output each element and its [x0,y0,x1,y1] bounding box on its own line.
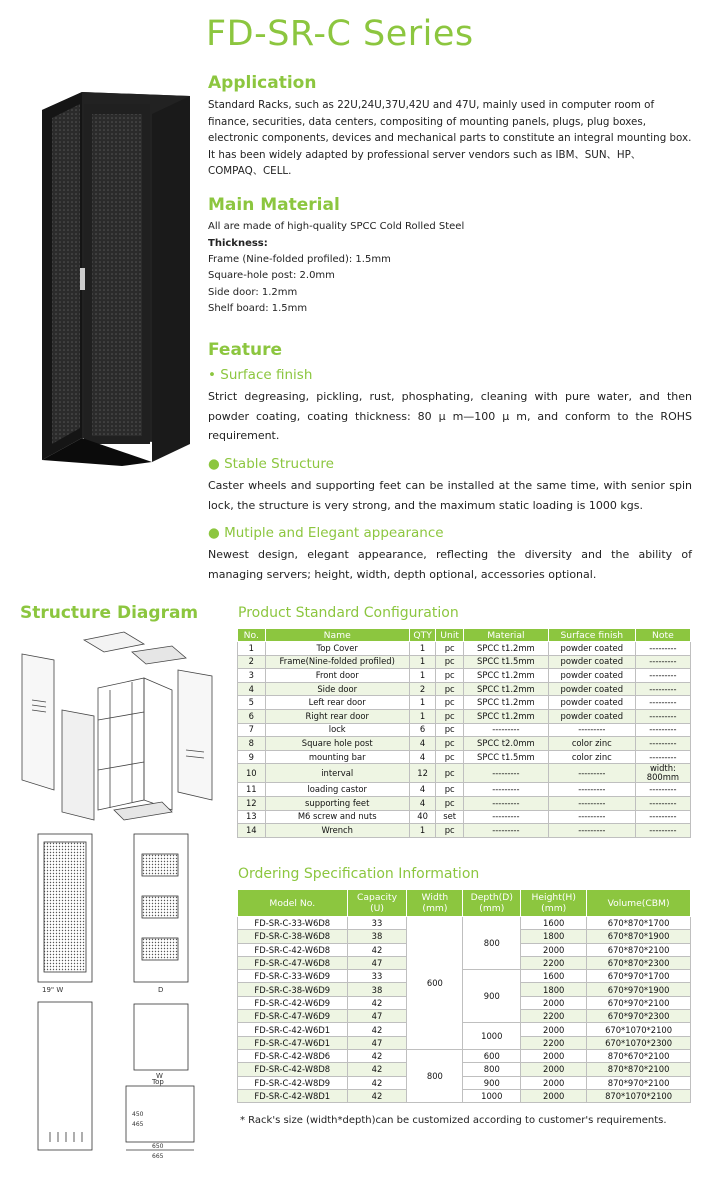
table-cell: 4 [409,783,436,797]
table-cell: SPCC t1.5mm [463,655,548,669]
config-header: Material [463,629,548,642]
table-cell: Side door [265,682,409,696]
label-dim4: 665 [152,1153,164,1160]
table-row [238,917,691,930]
table-cell: 2000 [521,1089,587,1102]
table-cell: 2200 [521,1036,587,1049]
table-row [238,810,691,824]
table-cell: color zinc [548,750,635,764]
table-cell: --------- [548,764,635,783]
table-cell: FD-SR-C-42-W8D8 [238,1063,348,1076]
table-cell: 900 [463,1076,521,1089]
table-cell: mounting bar [265,750,409,764]
table-cell: SPCC t1.5mm [463,750,548,764]
table-row [238,1089,691,1102]
table-cell: 2000 [521,1049,587,1062]
table-cell: FD-SR-C-42-W6D8 [238,943,348,956]
table-cell: 6 [409,723,436,737]
table-cell: width: 800mm [635,764,690,783]
table-cell: 670*870*1700 [587,917,691,930]
table-cell: pc [436,824,464,838]
material-intro: All are made of high-quality SPCC Cold Rolled Steel [208,221,465,232]
table-cell: FD-SR-C-47-W6D9 [238,1010,348,1023]
ordering-header: Width (mm) [407,890,463,917]
table-cell: M6 screw and nuts [265,810,409,824]
ordering-header: Volume(CBM) [587,890,691,917]
table-cell: FD-SR-C-42-W6D1 [238,1023,348,1036]
table-row [238,642,691,656]
table-cell: --------- [463,764,548,783]
table-cell: FD-SR-C-38-W6D8 [238,930,348,943]
table-cell: powder coated [548,696,635,710]
table-cell: 42 [347,943,407,956]
table-row [238,764,691,783]
table-cell: 42 [347,1063,407,1076]
cabinet-photo [22,88,192,468]
feature-text-structure: Caster wheels and supporting feet can be installed at the same time, with senior spin lock, the structure is very strong, and the maximum static loading is 1000 kgs. [208,479,692,512]
table-cell: pc [436,655,464,669]
table-cell: --------- [635,723,690,737]
table-cell: 42 [347,1089,407,1102]
table-cell: Wrench [265,824,409,838]
table-cell: 4 [238,682,266,696]
table-cell: FD-SR-C-42-W6D9 [238,996,348,1009]
table-cell: 1000 [463,1023,521,1050]
table-cell: pc [436,796,464,810]
table-cell: SPCC t2.0mm [463,737,548,751]
table-cell: 1 [409,709,436,723]
table-cell: Left rear door [265,696,409,710]
table-row [238,737,691,751]
ordering-header: Capacity (U) [347,890,407,917]
table-cell: 47 [347,1010,407,1023]
table-row [238,696,691,710]
table-cell: 13 [238,810,266,824]
table-cell: 670*970*2100 [587,996,691,1009]
table-cell: Front door [265,669,409,683]
label-dim1: 450 [132,1111,144,1118]
table-cell: 2000 [521,1023,587,1036]
table-cell: 6 [238,709,266,723]
table-cell: SPCC t1.2mm [463,709,548,723]
table-cell: 38 [347,983,407,996]
table-cell: --------- [635,696,690,710]
table-cell: 47 [347,956,407,969]
table-cell: 1600 [521,917,587,930]
feature-heading: Feature [208,340,283,360]
table-cell: --------- [463,824,548,838]
ordering-header: Model No. [238,890,348,917]
table-row [238,723,691,737]
table-cell: FD-SR-C-38-W6D9 [238,983,348,996]
table-cell: 1800 [521,930,587,943]
feature-title-surface: • Surface finish [208,367,313,383]
table-cell: 14 [238,824,266,838]
table-cell: 40 [409,810,436,824]
table-cell: 1 [409,824,436,838]
table-cell: Square hole post [265,737,409,751]
label-top: Top [152,1078,164,1086]
table-cell: 800 [463,1063,521,1076]
table-cell: 870*870*2100 [587,1063,691,1076]
material-line: Shelf board: 1.5mm [208,303,308,314]
table-cell: supporting feet [265,796,409,810]
table-cell: SPCC t1.2mm [463,682,548,696]
table-row [238,655,691,669]
table-cell: 670*870*2100 [587,943,691,956]
table-row [238,1049,691,1062]
material-line: Square-hole post: 2.0mm [208,270,335,281]
table-cell: 7 [238,723,266,737]
table-cell: FD-SR-C-33-W6D9 [238,970,348,983]
label-width: 19" W [42,986,64,994]
table-cell: 2200 [521,1010,587,1023]
table-cell: --------- [463,796,548,810]
table-cell: 4 [409,796,436,810]
table-cell: Top Cover [265,642,409,656]
table-cell: 600 [463,1049,521,1062]
table-cell: lock [265,723,409,737]
table-cell: 42 [347,1023,407,1036]
table-cell: Frame(Nine-folded profiled) [265,655,409,669]
table-cell: 42 [347,1049,407,1062]
table-cell: 1000 [463,1089,521,1102]
table-cell: Right rear door [265,709,409,723]
dimension-drawings [28,830,228,1160]
material-line: Side door: 1.2mm [208,287,298,298]
table-cell: powder coated [548,655,635,669]
config-header: No. [238,629,266,642]
label-w: W [156,1072,163,1080]
table-cell: 800 [463,917,521,970]
config-heading: Product Standard Configuration [238,605,459,621]
ordering-header: Depth(D) (mm) [463,890,521,917]
table-row [238,750,691,764]
table-cell: FD-SR-C-42-W8D1 [238,1089,348,1102]
table-cell: 12 [409,764,436,783]
footnote: * Rack's size (width*depth)can be customized according to customer's requirements. [240,1115,667,1126]
table-cell: 670*970*1900 [587,983,691,996]
config-header: Note [635,629,690,642]
table-cell: 2000 [521,1076,587,1089]
table-cell: 2000 [521,943,587,956]
application-text: Standard Racks, such as 22U,24U,37U,42U and 47U, mainly used in computer room of finance, securities, data centers, compositing of mounting panels, plugs, plug boxes, electronic components, devices and mechanical parts to constitute an integral mounting box. It has been widely adapted by professional server vendors such as IBM、SUN、HP、COMPAQ、CELL. [208,99,692,177]
table-cell: --------- [635,750,690,764]
table-cell: 870*970*2100 [587,1076,691,1089]
table-cell: FD-SR-C-47-W6D8 [238,956,348,969]
table-cell: pc [436,642,464,656]
table-cell: --------- [635,655,690,669]
table-cell: 3 [238,669,266,683]
table-cell: 670*970*1700 [587,970,691,983]
table-cell: --------- [548,723,635,737]
table-cell: 4 [409,737,436,751]
table-cell: pc [436,709,464,723]
table-cell: powder coated [548,669,635,683]
page-title: FD-SR-C Series [206,14,474,54]
application-heading: Application [208,73,317,93]
table-cell: 2200 [521,956,587,969]
table-cell: SPCC t1.2mm [463,642,548,656]
table-cell: 870*1070*2100 [587,1089,691,1102]
table-cell: 42 [347,996,407,1009]
table-cell: 670*1070*2300 [587,1036,691,1049]
table-cell: FD-SR-C-42-W8D6 [238,1049,348,1062]
table-cell: 600 [407,917,463,1050]
table-cell: SPCC t1.2mm [463,696,548,710]
table-cell: 33 [347,970,407,983]
table-cell: 5 [238,696,266,710]
table-row [238,970,691,983]
table-cell: 42 [347,1076,407,1089]
table-cell: --------- [463,723,548,737]
table-row [238,783,691,797]
table-cell: --------- [635,810,690,824]
table-cell: --------- [635,783,690,797]
table-cell: 1 [409,642,436,656]
table-cell: 47 [347,1036,407,1049]
table-cell: 800 [407,1049,463,1102]
feature-title-structure: ● Stable Structure [208,456,334,472]
table-cell: set [436,810,464,824]
material-heading: Main Material [208,195,340,215]
table-cell: 33 [347,917,407,930]
table-cell: 8 [238,737,266,751]
label-dim3: 650 [152,1143,164,1150]
ordering-heading: Ordering Specification Information [238,866,480,882]
table-cell: --------- [635,824,690,838]
table-cell: SPCC t1.2mm [463,669,548,683]
table-cell: powder coated [548,709,635,723]
table-cell: 900 [463,970,521,1023]
table-cell: 4 [409,750,436,764]
table-cell: FD-SR-C-42-W8D9 [238,1076,348,1089]
table-row [238,1063,691,1076]
table-cell: 1600 [521,970,587,983]
config-header: QTY [409,629,436,642]
table-cell: color zinc [548,737,635,751]
thickness-label: Thickness: [208,238,268,249]
table-row [238,1076,691,1089]
table-cell: pc [436,737,464,751]
table-cell: --------- [548,810,635,824]
table-cell: --------- [635,796,690,810]
table-row [238,1023,691,1036]
table-cell: 670*870*2300 [587,956,691,969]
table-cell: 1 [409,696,436,710]
table-cell: --------- [635,709,690,723]
table-cell: 10 [238,764,266,783]
table-cell: 1 [238,642,266,656]
table-cell: 670*1070*2100 [587,1023,691,1036]
table-cell: pc [436,723,464,737]
table-cell: 670*870*1900 [587,930,691,943]
table-cell: 2000 [521,996,587,1009]
table-cell: powder coated [548,642,635,656]
ordering-table [237,889,691,1103]
ordering-header: Height(H) (mm) [521,890,587,917]
table-cell: pc [436,783,464,797]
material-line: Frame (Nine-folded profiled): 1.5mm [208,254,391,265]
table-cell: 11 [238,783,266,797]
table-cell: FD-SR-C-47-W6D1 [238,1036,348,1049]
table-cell: 670*970*2300 [587,1010,691,1023]
table-cell: --------- [635,682,690,696]
structure-diagram [14,630,236,830]
table-cell: 870*670*2100 [587,1049,691,1062]
table-row [238,669,691,683]
table-cell: 1 [409,669,436,683]
config-header: Surface finish [548,629,635,642]
table-cell: pc [436,696,464,710]
table-cell: --------- [548,824,635,838]
table-cell: --------- [463,810,548,824]
table-cell: 1800 [521,983,587,996]
table-cell: --------- [463,783,548,797]
feature-title-appearance: ● Mutiple and Elegant appearance [208,525,444,541]
config-table [237,628,691,838]
table-cell: 38 [347,930,407,943]
label-dim2: 465 [132,1121,144,1128]
config-header: Unit [436,629,464,642]
table-cell: --------- [548,783,635,797]
feature-text-surface: Strict degreasing, pickling, rust, phosphating, cleaning with pure water, and then powder coating, coating thickness: 80 μ m—100 μ m, and conform to the ROHS requirement. [208,390,692,442]
table-cell: --------- [548,796,635,810]
table-row [238,824,691,838]
structure-heading: Structure Diagram [20,603,199,623]
table-cell: interval [265,764,409,783]
table-cell: 2 [409,682,436,696]
label-depth: D [158,986,164,994]
table-cell: --------- [635,737,690,751]
table-cell: 2000 [521,1063,587,1076]
table-cell: 12 [238,796,266,810]
table-cell: pc [436,669,464,683]
table-cell: powder coated [548,682,635,696]
table-cell: --------- [635,642,690,656]
config-header: Name [265,629,409,642]
table-cell: pc [436,682,464,696]
table-cell: 9 [238,750,266,764]
table-cell: pc [436,764,464,783]
table-cell: --------- [635,669,690,683]
table-cell: 2 [238,655,266,669]
table-cell: FD-SR-C-33-W6D8 [238,917,348,930]
table-row [238,796,691,810]
table-row [238,709,691,723]
table-cell: 1 [409,655,436,669]
table-cell: loading castor [265,783,409,797]
table-row [238,682,691,696]
feature-text-appearance: Newest design, elegant appearance, reflecting the diversity and the ability of managing servers; height, width, depth optional, accessories optional. [208,548,692,581]
table-cell: pc [436,750,464,764]
